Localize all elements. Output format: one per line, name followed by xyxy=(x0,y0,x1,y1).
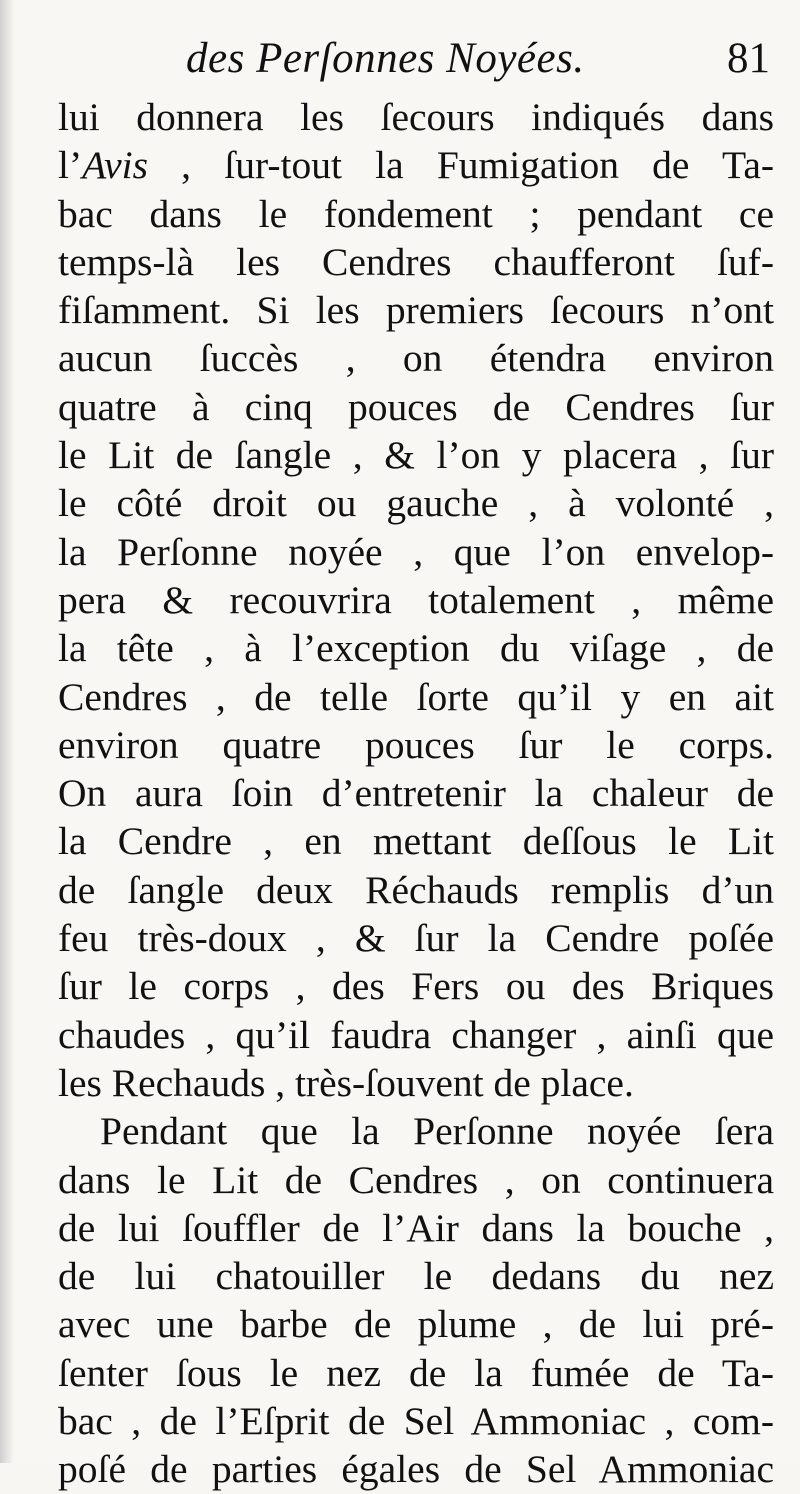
page-header xyxy=(180,22,770,92)
text-line: poſé de parties égales de Sel Ammoniac xyxy=(58,1447,774,1492)
text-line: dans le Lit de Cendres , on continuera xyxy=(58,1157,774,1202)
text-line: On aura ſoin d’entretenir la chaleur de xyxy=(58,771,774,816)
text-line: la tête , à l’exception du viſage , de xyxy=(58,626,774,671)
text-line xyxy=(58,141,774,189)
text-line: chaudes , qu’il faudra changer , ainſi que xyxy=(58,1012,774,1057)
text-line: le Lit de ſangle , & l’on y placera , ſur xyxy=(58,433,774,478)
text-line: de lui ſouffler de l’Air dans la bouche , xyxy=(58,1205,774,1250)
text-line: aucun ſuccès , on étendra environ xyxy=(58,336,774,381)
text-line: Cendres , de telle ſorte qu’il y en ait xyxy=(58,674,774,719)
paragraph-1 xyxy=(58,93,774,1107)
text-fragment: , ſur-tout la Fumigation de Ta- xyxy=(181,143,774,188)
text-line: ſur le corps , des Fers ou des Briques xyxy=(58,964,774,1009)
text-line: avec une barbe de plume , de lui pré- xyxy=(58,1302,774,1347)
text-line: environ quatre pouces ſur le corps. xyxy=(58,722,774,767)
text-line: les Rechauds , très-ſouvent de place. xyxy=(58,1060,634,1105)
text-line: bac , de l’Eſprit de Sel Ammoniac , com- xyxy=(58,1399,774,1444)
text-line: fiſamment. Si les premiers ſecours n’ont xyxy=(58,288,774,333)
italic-word: Avis xyxy=(82,143,148,188)
text-line: lui donnera les ſecours indiqués dans xyxy=(58,95,774,139)
text-line: la Perſonne noyée , que l’on envelop- xyxy=(58,529,774,574)
paragraph-2 xyxy=(58,1107,774,1493)
text-fragment: l’ xyxy=(58,143,83,188)
page-gutter-shadow xyxy=(0,0,14,1463)
text-line: pera & recouvrira totalement , même xyxy=(58,577,774,622)
page-number: 81 xyxy=(727,35,770,82)
body-text xyxy=(58,93,774,1494)
text-line: Pendant que la Perſonne noyée ſera xyxy=(100,1109,774,1154)
text-line: la Cendre , en mettant deſſous le Lit xyxy=(58,819,774,864)
text-line: de ſangle deux Réchauds remplis d’un xyxy=(58,867,774,912)
text-line: ſenter ſous le nez de la fumée de Ta- xyxy=(58,1350,774,1395)
text-line: de lui chatouiller le dedans du nez xyxy=(58,1254,774,1299)
text-line: temps-là les Cendres chaufferont ſuf- xyxy=(58,239,774,284)
text-line: quatre à cinq pouces de Cendres ſur xyxy=(58,384,774,429)
text-line: feu très-doux , & ſur la Cendre poſée xyxy=(58,916,774,961)
running-title: des Perſonnes Noyées. xyxy=(186,35,585,82)
text-line: bac dans le fondement ; pendant ce xyxy=(58,191,774,236)
text-line: le côté droit ou gauche , à volonté , xyxy=(58,481,774,526)
